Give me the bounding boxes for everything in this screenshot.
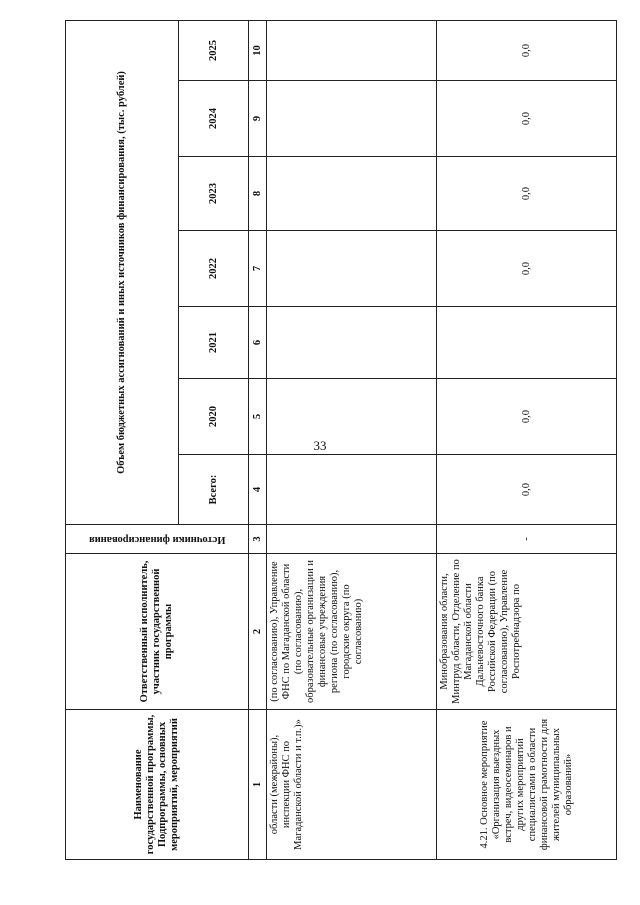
row-executor: Минобразования области, Минтруд области, Отделение по Магаданской области Дальневосточного банка Российской Федерации (по согласованию), Управление Роспотребнадзора по <box>437 554 617 710</box>
header-funding-group: Объем бюджетных ассигнований и иных источников финансирования, (тыс. рублей) <box>66 21 179 525</box>
header-year-2024: 2024 <box>179 81 249 157</box>
header-year-2023: 2023 <box>179 157 249 231</box>
column-number: 2 <box>249 554 267 710</box>
row-name: области (межрайоны), инспекции ФНС по Магаданской области и т.п.)» <box>267 710 437 860</box>
header-source <box>66 525 249 554</box>
column-number: 6 <box>249 307 267 379</box>
row-value: 0,0 <box>437 455 617 525</box>
row-value <box>267 157 437 231</box>
column-number: 8 <box>249 157 267 231</box>
row-value <box>437 307 617 379</box>
row-value: 0,0 <box>437 81 617 157</box>
header-source-label: Источники финансирования <box>88 534 226 545</box>
row-value <box>267 379 437 455</box>
page-number: 33 <box>313 438 327 453</box>
column-number: 4 <box>249 455 267 525</box>
column-number: 5 <box>249 379 267 455</box>
row-source: - <box>437 525 617 554</box>
column-number: 10 <box>249 21 267 81</box>
row-value: 0,0 <box>437 231 617 307</box>
row-value <box>267 81 437 157</box>
header-year-2022: 2022 <box>179 231 249 307</box>
row-value: 0,0 <box>437 379 617 455</box>
table-row <box>267 21 437 860</box>
row-name: 4.21. Основное мероприятие «Организация выездных встреч, видеосеминаров и других мероприятий специалистами в области финансовой грамотности для жителей муниципальных образований» <box>437 710 617 860</box>
row-value <box>267 307 437 379</box>
funding-table <box>65 20 617 860</box>
row-value <box>267 21 437 81</box>
header-total: Всего: <box>179 455 249 525</box>
column-number: 1 <box>249 710 267 860</box>
row-value <box>267 231 437 307</box>
header-executor: Ответственный исполнитель, участник государственной программы <box>66 554 249 710</box>
column-number: 7 <box>249 231 267 307</box>
row-executor: (по согласованию), Управление ФНС по Магаданской области (по согласованию), образовательные организации и финансовые учреждения региона (по согласованию), городские округа (по согласованию) <box>267 554 437 710</box>
header-program-name: Наименование государственной программы, Подпрограммы, основных мероприятий, мероприятий <box>66 710 249 860</box>
row-value <box>267 455 437 525</box>
column-number: 3 <box>249 525 267 554</box>
row-value: 0,0 <box>437 157 617 231</box>
column-number: 9 <box>249 81 267 157</box>
header-year-2020: 2020 <box>179 379 249 455</box>
row-source <box>267 525 437 554</box>
table-row <box>437 21 617 860</box>
header-year-2025: 2025 <box>179 21 249 81</box>
header-year-2021: 2021 <box>179 307 249 379</box>
row-value: 0,0 <box>437 21 617 81</box>
